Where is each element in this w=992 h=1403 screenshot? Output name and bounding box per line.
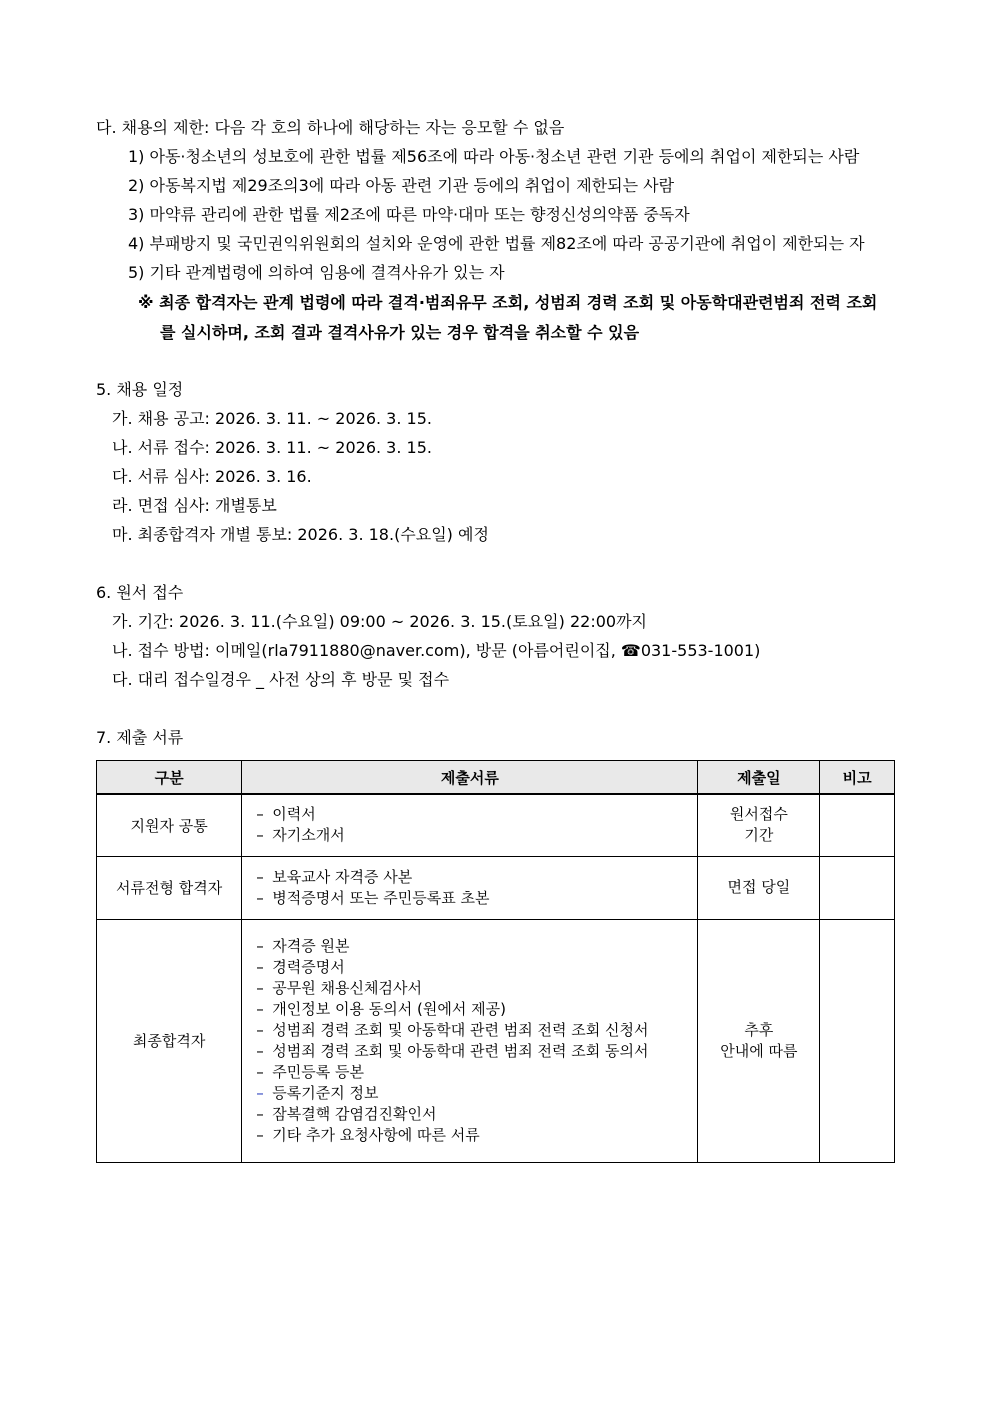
restriction-item-1: 1) 아동·청소년의 성보호에 관한 법률 제56조에 따라 아동·청소년 관련 기관 등에의 취업이 제한되는 사람 <box>128 147 860 166</box>
document-list <box>256 936 697 1146</box>
dash-marker: – <box>256 1062 264 1081</box>
schedule-item-4: 라. 면접 심사: 개별통보 <box>112 496 277 515</box>
list-item: – 공무원 채용신체검사서 <box>256 978 422 997</box>
restriction-item-4: 4) 부패방지 및 국민권익위원회의 설치와 운영에 관한 법률 제82조에 따라 공공기관에 취업이 제한되는 자 <box>128 234 865 253</box>
document-list <box>256 804 697 846</box>
list-item: – 자기소개서 <box>256 826 345 845</box>
dash-marker: – <box>256 999 264 1018</box>
row-category: 지원자 공통 <box>97 794 242 856</box>
application-heading: 6. 원서 접수 <box>96 583 184 602</box>
restriction-item-5: 5) 기타 관계법령에 의하여 임용에 결격사유가 있는 자 <box>128 263 505 282</box>
row-note <box>820 856 895 919</box>
restriction-notice-line2: 를 실시하며, 조회 결과 결격사유가 있는 경우 합격을 취소할 수 있음 <box>160 323 640 342</box>
dash-marker: – <box>256 1041 264 1060</box>
table-row <box>97 794 895 856</box>
dash-marker: – <box>256 936 264 955</box>
application-item-1: 가. 기간: 2026. 3. 11.(수요일) 09:00 ~ 2026. 3. 15.(토요일) 22:00까지 <box>112 612 647 631</box>
dash-marker: – <box>256 1125 264 1144</box>
header-submit-date: 제출일 <box>698 761 820 795</box>
list-item: – 이력서 <box>256 805 316 824</box>
schedule-heading: 5. 채용 일정 <box>96 380 184 399</box>
list-item: – 보육교사 자격증 사본 <box>256 867 413 886</box>
header-note: 비고 <box>820 761 895 795</box>
list-item: – 성범죄 경력 조회 및 아동학대 관련 범죄 전력 조회 신청서 <box>256 1020 649 1039</box>
dash-marker: – <box>256 805 264 824</box>
dash-marker: – <box>256 826 264 845</box>
list-item: – 잠복결핵 감염검진확인서 <box>256 1104 437 1123</box>
row-note <box>820 794 895 856</box>
dash-marker: – <box>256 867 264 886</box>
documents-table <box>96 760 895 1163</box>
schedule-item-2: 나. 서류 접수: 2026. 3. 11. ~ 2026. 3. 15. <box>112 438 432 457</box>
documents-heading: 7. 제출 서류 <box>96 728 184 747</box>
schedule-item-3: 다. 서류 심사: 2026. 3. 16. <box>112 467 312 486</box>
list-item: – 기타 추가 요청사항에 따른 서류 <box>256 1125 480 1144</box>
dash-marker: – <box>256 1104 264 1123</box>
schedule-item-1: 가. 채용 공고: 2026. 3. 11. ~ 2026. 3. 15. <box>112 409 432 428</box>
row-category: 최종합격자 <box>97 919 242 1162</box>
application-item-3: 다. 대리 접수일경우 _ 사전 상의 후 방문 및 접수 <box>112 670 450 689</box>
row-submit-date: 추후 안내에 따름 <box>698 919 820 1162</box>
restriction-notice-line1: ※ 최종 합격자는 관계 법령에 따라 결격·범죄유무 조회, 성범죄 경력 조회 및 아동학대관련범죄 전력 조회 <box>138 293 878 312</box>
restriction-item-2: 2) 아동복지법 제29조의3에 따라 아동 관련 기관 등에의 취업이 제한되는 사람 <box>128 176 675 195</box>
table-row <box>97 919 895 1162</box>
list-item: – 자격증 원본 <box>256 936 350 955</box>
header-category: 구분 <box>97 761 242 795</box>
application-item-2: 나. 접수 방법: 이메일(rla7911880@naver.com), 방문 (아름어린이집, ☎031-553-1001) <box>112 641 761 660</box>
row-category: 서류전형 합격자 <box>97 856 242 919</box>
row-submit-date: 면접 당일 <box>698 856 820 919</box>
list-item: – 주민등록 등본 <box>256 1062 364 1081</box>
row-submit-date: 원서접수 기간 <box>698 794 820 856</box>
header-documents: 제출서류 <box>242 761 698 795</box>
dash-marker: – <box>256 978 264 997</box>
list-item: – 경력증명서 <box>256 957 345 976</box>
schedule-item-5: 마. 최종합격자 개별 통보: 2026. 3. 18.(수요일) 예정 <box>112 525 489 544</box>
dash-marker: – <box>256 1083 264 1102</box>
table-row <box>97 856 895 919</box>
row-note <box>820 919 895 1162</box>
document-list <box>256 867 697 909</box>
list-item: – 등록기준지 정보 <box>256 1083 379 1102</box>
list-item: – 성범죄 경력 조회 및 아동학대 관련 범죄 전력 조회 동의서 <box>256 1041 649 1060</box>
restriction-heading: 다. 채용의 제한: 다음 각 호의 하나에 해당하는 자는 응모할 수 없음 <box>96 118 565 137</box>
dash-marker: – <box>256 1020 264 1039</box>
dash-marker: – <box>256 957 264 976</box>
dash-marker: – <box>256 888 264 907</box>
restriction-item-3: 3) 마약류 관리에 관한 법률 제2조에 따른 마약·대마 또는 향정신성의약품 중독자 <box>128 205 690 224</box>
table-header-row <box>97 761 895 795</box>
list-item: – 개인정보 이용 동의서 (원에서 제공) <box>256 999 506 1018</box>
list-item: – 병적증명서 또는 주민등록표 초본 <box>256 888 490 907</box>
